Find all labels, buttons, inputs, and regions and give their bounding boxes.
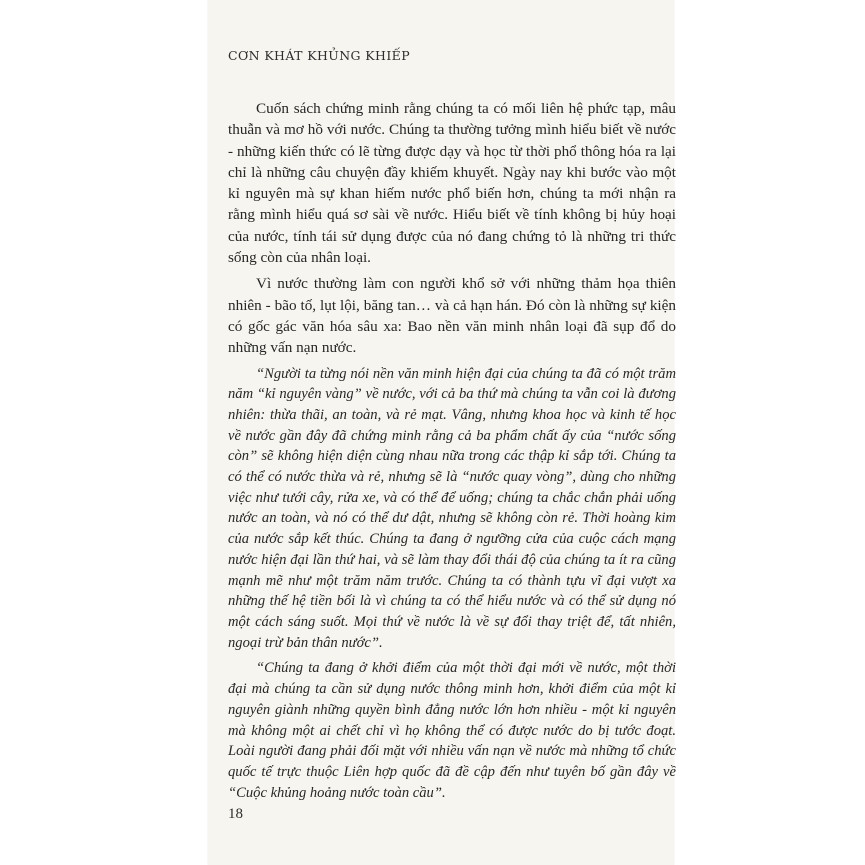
page-number: 18 xyxy=(228,806,243,822)
paragraph: Vì nước thường làm con người khổ sở với những thảm họa thiên nhiên - bão tố, lụt lội, băng tan… và cả hạn hán. Đó còn là những sự kiện có gốc gác văn hóa sâu xa: Bao nền văn minh nhân loại đã sụp đổ do những vấn nạn nước. xyxy=(228,275,676,357)
body-text xyxy=(228,98,676,808)
book-page xyxy=(208,0,674,865)
paragraph: Cuốn sách chứng minh rằng chúng ta có mối liên hệ phức tạp, mâu thuẫn và mơ hồ với nước. Chúng ta thường tưởng mình hiểu biết về nước - những kiến thức có lẽ từng được dạy và học từ thời phổ thông hóa ra lại chỉ là những câu chuyện đầy khiếm khuyết. Ngày nay khi bước vào một kỉ nguyên mà sự khan hiếm nước phổ biến hơn, chúng ta mới nhận ra rằng mình hiểu quá sơ sài về nước. Hiểu biết về tính không bị hủy hoại của nước, tính tái sử dụng được của nó đang chứng tỏ là những tri thức sống còn của nhân loại. xyxy=(228,100,676,267)
quote-paragraph: “Người ta từng nói nền văn minh hiện đại của chúng ta đã có một trăm năm “kỉ nguyên vàng” về nước, với cả ba thứ mà chúng ta vẫn coi là đương nhiên: thừa thãi, an toàn, và rẻ mạt. Vâng, nhưng khoa học và kinh tế học về nước gần đây đã chứng minh rằng cả ba phẩm chất ấy của “nước sống còn” sẽ không hiện diện cùng nhau nữa trong các thập kỉ sắp tới. Chúng ta có thể có nước thừa và rẻ, nhưng sẽ là “nước quay vòng”, dùng cho những việc như tưới cây, rửa xe, và có thể để uống; chúng ta chắc chắn phải uống nước an toàn, và nó có thể dư dật, nhưng sẽ không còn rẻ. Thời hoàng kim của nước sắp kết thúc. Chúng ta đang ở ngưỡng cửa của cuộc cách mạng nước hiện đại lần thứ hai, và sẽ làm thay đổi thái độ của chúng ta ít ra cũng mạnh mẽ như một trăm năm trước. Chúng ta có thành tựu vĩ đại vượt xa những thế hệ tiền bối là vì chúng ta có thể hiểu nước và có thể sử dụng nó một cách sáng suốt. Mọi thứ về nước là về sự đổi thay triệt để, tất nhiên, ngoại trừ bản thân nước”. xyxy=(228,365,676,651)
quote-paragraph: “Chúng ta đang ở khởi điểm của một thời đại mới về nước, một thời đại mà chúng ta cần sử dụng nước thông minh hơn, khởi điểm của một kỉ nguyên giành những quyền bình đẳng nước lớn hơn nhiều - một kỉ nguyên mà không một ai chết chỉ vì họ không thể có được nước do bị tước đoạt. Loài người đang phải đối mặt với nhiều vấn nạn về nước mà những tổ chức quốc tế trực thuộc Liên hợp quốc đã đề cập đến như tuyên bố gần đây về “Cuộc khủng hoảng nước toàn cầu”. xyxy=(228,660,676,801)
running-head: CƠN KHÁT KHỦNG KHIẾP xyxy=(228,48,410,63)
